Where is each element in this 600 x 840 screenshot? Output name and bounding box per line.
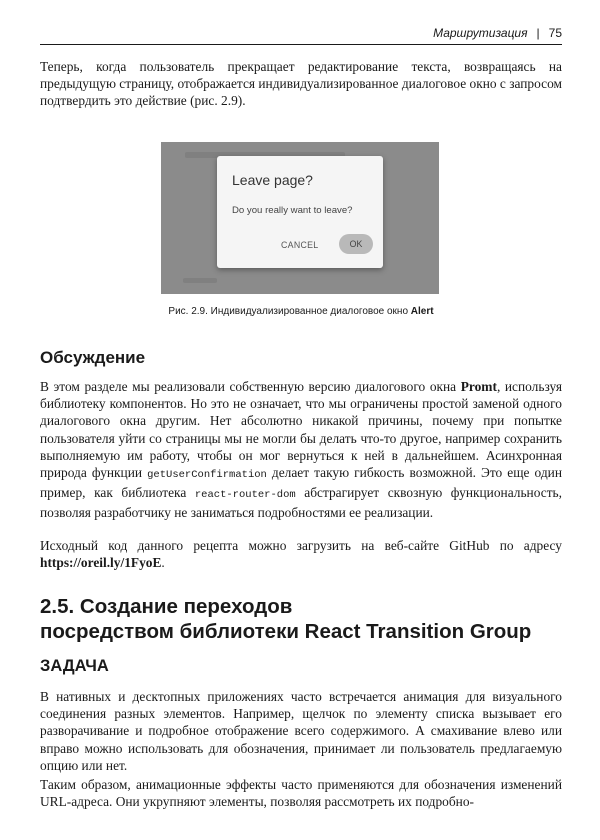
discussion-text: абстрагирует сквозную функциональность, позволяя разработчику не заниматься подробностями ее реализации. — [40, 485, 562, 521]
section-heading-line-2: посредством библиотеки React Transition Group — [40, 620, 532, 643]
task-heading: ЗАДАЧА — [40, 657, 109, 675]
discussion-heading: Обсуждение — [40, 348, 146, 367]
caption-prefix: Рис. 2.9. Индивидуализированное диалоговое окно — [168, 306, 411, 317]
figure-caption — [40, 306, 562, 317]
discussion-text: В этом разделе мы реализовали собственную версию диалогового окна — [40, 379, 461, 394]
cancel-button[interactable]: CANCEL — [281, 240, 319, 250]
discussion-text: Исходный код данного рецепта можно загрузить на веб-сайте GitHub по адресу — [40, 538, 562, 553]
intro-paragraph: Теперь, когда пользователь прекращает редактирование текста, возвращаясь на предыдущую страницу, отображается индивидуализированное диалоговое окно с запросом подтвердить это действие (рис. 2.9). — [40, 59, 563, 109]
code-get-user-confirmation: getUserConfirmation — [147, 469, 267, 482]
caption-bold: Alert — [410, 306, 434, 317]
discussion-paragraph-2 — [40, 537, 562, 571]
running-header-separator: | — [536, 26, 540, 40]
section-heading-line-1: 2.5. Создание переходов — [40, 595, 293, 618]
leave-page-dialog — [217, 156, 383, 268]
running-header — [40, 26, 562, 45]
promt-term: Promt — [460, 379, 497, 394]
dialog-title: Leave page? — [232, 172, 313, 188]
discussion-text: делает такую гибкость возможной. Это еще один пример, как библиотека — [40, 465, 562, 501]
page-number: 75 — [548, 26, 562, 40]
background-text-blur — [183, 278, 217, 283]
discussion-text: , используя библиотеку компонентов. Но это не означает, что мы ограничены простой заменой одного диалогового окна другим. Нет абсолютно никакой причины, почему при попытке пользователя уйти со страницы мы не могли бы делать что-то другое, например сохранить выполняемую им работу, чтобы он мог вернуться к ней в дальнейшем. Асинхронная природа функции — [40, 379, 562, 481]
task-paragraph-2: Таким образом, анимационные эффекты часто применяются для обозначения изменений URL-адреса. Они укрупняют элементы, позволяя рассмотреть их подробно- — [40, 777, 562, 810]
code-react-router-dom: react-router-dom — [194, 489, 296, 502]
figure-screenshot — [161, 142, 439, 294]
section-heading — [40, 594, 570, 644]
github-link[interactable]: https://oreil.ly/1FyoE — [40, 555, 162, 571]
task-paragraph-1: В нативных и десктопных приложениях часто встречается анимация для визуального соединения разных элементов. Например, щелчок по элементу списка вызывает его разворачивание и подробное отображение всего содержимого. А смахивание влево или вправо можно использовать для обозначения, принимает ли пользователь предлагаемую опцию или нет. — [40, 689, 562, 773]
discussion-paragraph-1 — [40, 378, 562, 522]
running-header-section: Маршрутизация — [433, 26, 528, 40]
ok-button[interactable]: OK — [339, 234, 373, 254]
dialog-message: Do you really want to leave? — [232, 205, 353, 216]
discussion-text: . — [161, 555, 165, 571]
